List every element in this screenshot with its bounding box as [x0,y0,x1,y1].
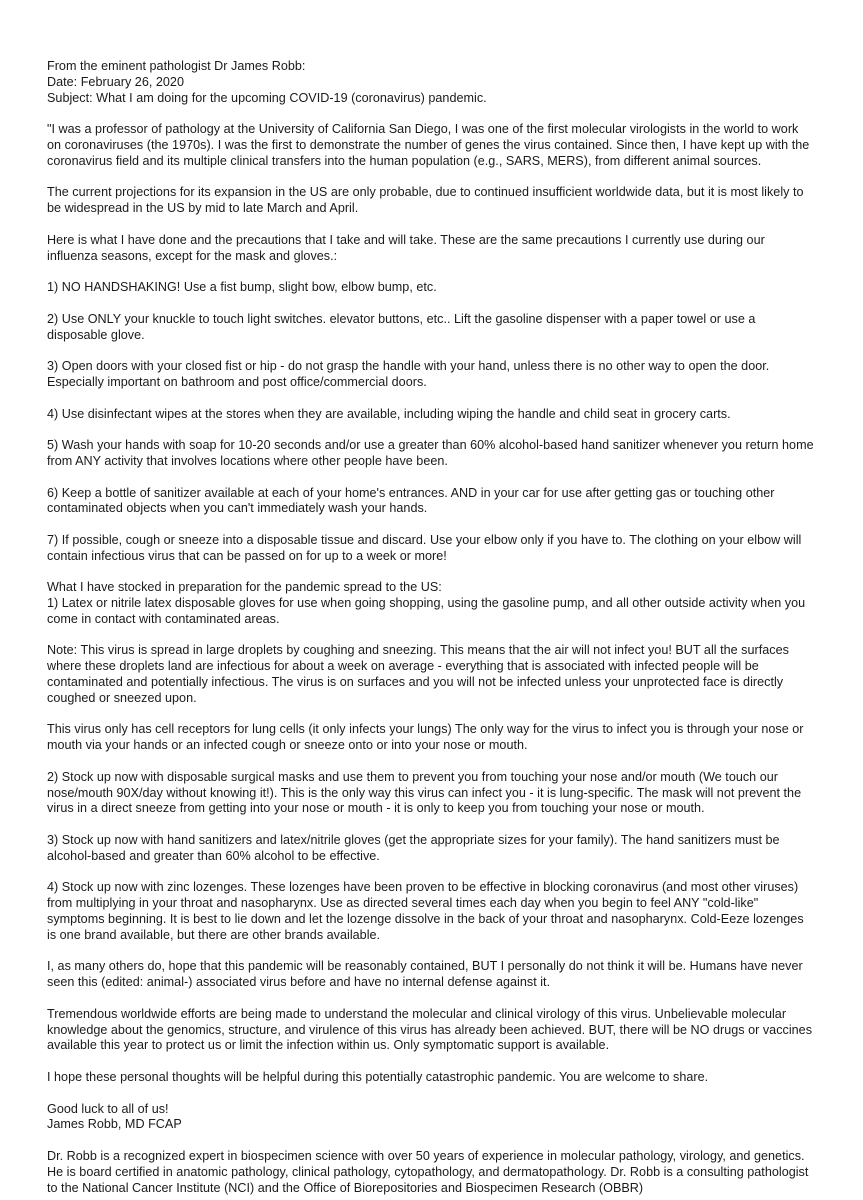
stocked-intro: What I have stocked in preparation for the pandemic spread to the US: [47,580,442,595]
stock-item-1: 1) Latex or nitrile latex disposable gloves for use when going shopping, using the gasoline pump, and all other outside activity when you come in contact with contaminated areas. [47,596,806,626]
paragraph-receptors: This virus only has cell receptors for lung cells (it only infects your lungs) The only way for the virus to infect you is through your nose or mouth via your hands or an infected cough or sneeze onto or into your nose or mouth. [47,722,804,753]
header-date: Date: February 26, 2020 [47,74,184,89]
signoff-closing: Good luck to all of us! [47,1101,169,1116]
precaution-item-2: 2) Use ONLY your knuckle to touch light switches. elevator buttons, etc.. Lift the gasoline dispenser with a paper towel or use a disposable glove. [47,311,756,342]
paragraph-hope: I, as many others do, hope that this pandemic will be reasonably contained, BUT I personally do not think it will be. Humans have never seen this (edited: animal-) associated virus before and have no internal defense against it. [47,959,803,990]
paragraph-projections: The current projections for its expansion in the US are only probable, due to continued insufficient worldwide data, but it is most likely to be widespread in the US by mid to late March and April. [47,185,804,216]
email-header [47,59,815,106]
stocked-section [47,580,815,627]
paragraph-intro: "I was a professor of pathology at the University of California San Diego, I was one of the first molecular virologists in the world to work on coronaviruses (the 1970s). I was the first to demonstrate the number of genes the virus contained. Since then, I have kept up with the coronavirus field and its multiple clinical transfers into the human population (e.g., SARS, MERS), from different animal sources. [47,122,810,168]
precaution-item-6: 6) Keep a bottle of sanitizer available at each of your home's entrances. AND in your car for use after getting gas or touching other contaminated objects when you can't immediately wash your hands. [47,485,775,516]
header-subject: Subject: What I am doing for the upcoming COVID-19 (coronavirus) pandemic. [47,90,487,105]
precaution-item-7: 7) If possible, cough or sneeze into a disposable tissue and discard. Use your elbow only if you have to. The clothing on your elbow will contain infectious virus that can be passed on for up to a week or more! [47,532,802,563]
header-from: From the eminent pathologist Dr James Robb: [47,59,306,73]
paragraph-note: Note: This virus is spread in large droplets by coughing and sneezing. This means that the air will not infect you! BUT all the surfaces where these droplets land are infectious for about a week on average - everything that is associated with infected people will be contaminated and potentially infectious. The virus is on surfaces and you will not be infected unless your unprotected face is directly coughed or sneezed upon. [47,643,789,705]
stock-item-2: 2) Stock up now with disposable surgical masks and use them to prevent you from touching your nose and/or mouth (We touch our nose/mouth 90X/day without knowing it!). This is the only way this virus can infect you - it is lung-specific. The mask will not prevent the virus in a direct sneeze from getting into your nose or mouth - it is only to keep you from touching your nose or mouth. [47,769,802,816]
precaution-item-1: 1) NO HANDSHAKING! Use a fist bump, slight bow, elbow bump, etc. [47,280,437,295]
signoff [47,1102,815,1134]
precaution-item-5: 5) Wash your hands with soap for 10-20 seconds and/or use a greater than 60% alcohol-based hand sanitizer whenever you return home from ANY activity that involves locations where other people have been. [47,438,814,468]
paragraph-efforts: Tremendous worldwide efforts are being made to understand the molecular and clinical virology of this virus. Unbelievable molecular knowledge about the genomics, structure, and virulence of this virus has already been achieved. BUT, there will be NO drugs or vaccines available this year to protect us or limit the infection within us. Only symptomatic support is available. [47,1006,813,1053]
signoff-name: James Robb, MD FCAP [47,1117,182,1132]
stock-item-3: 3) Stock up now with hand sanitizers and latex/nitrile gloves (get the appropriate sizes for your family). The hand sanitizers must be alcohol-based and greater than 60% alcohol to be effective. [47,833,780,863]
document-body [47,59,815,1196]
precaution-item-3: 3) Open doors with your closed fist or hip - do not grasp the handle with your hand, unless there is no other way to open the door. Especially important on bathroom and post office/commercial doors. [47,359,770,389]
author-bio: Dr. Robb is a recognized expert in biospecimen science with over 50 years of experience in molecular pathology, virology, and genetics. He is board certified in anatomic pathology, clinical pathology, cytopathology, and dermatopathology. Dr. Robb is a consulting pathologist to the National Cancer Institute (NCI) and the Office of Biorepositories and Biospecimen Research (OBBR) [47,1148,809,1195]
precaution-item-4: 4) Use disinfectant wipes at the stores when they are available, including wiping the handle and child seat in grocery carts. [47,406,731,421]
paragraph-precautions-intro: Here is what I have done and the precautions that I take and will take. These are the same precautions I currently use during our influenza seasons, except for the mask and gloves.: [47,232,765,263]
paragraph-share: I hope these personal thoughts will be helpful during this potentially catastrophic pandemic. You are welcome to share. [47,1070,709,1084]
stock-item-4: 4) Stock up now with zinc lozenges. These lozenges have been proven to be effective in blocking coronavirus (and most other viruses) from multiplying in your throat and nasopharynx. Use as directed several times each day when you begin to feel ANY "cold-like" symptoms beginning. It is best to lie down and let the lozenge dissolve in the back of your throat and nasopharynx. Cold-Eeze lozenges is one brand available, but there are other brands available. [47,880,804,942]
